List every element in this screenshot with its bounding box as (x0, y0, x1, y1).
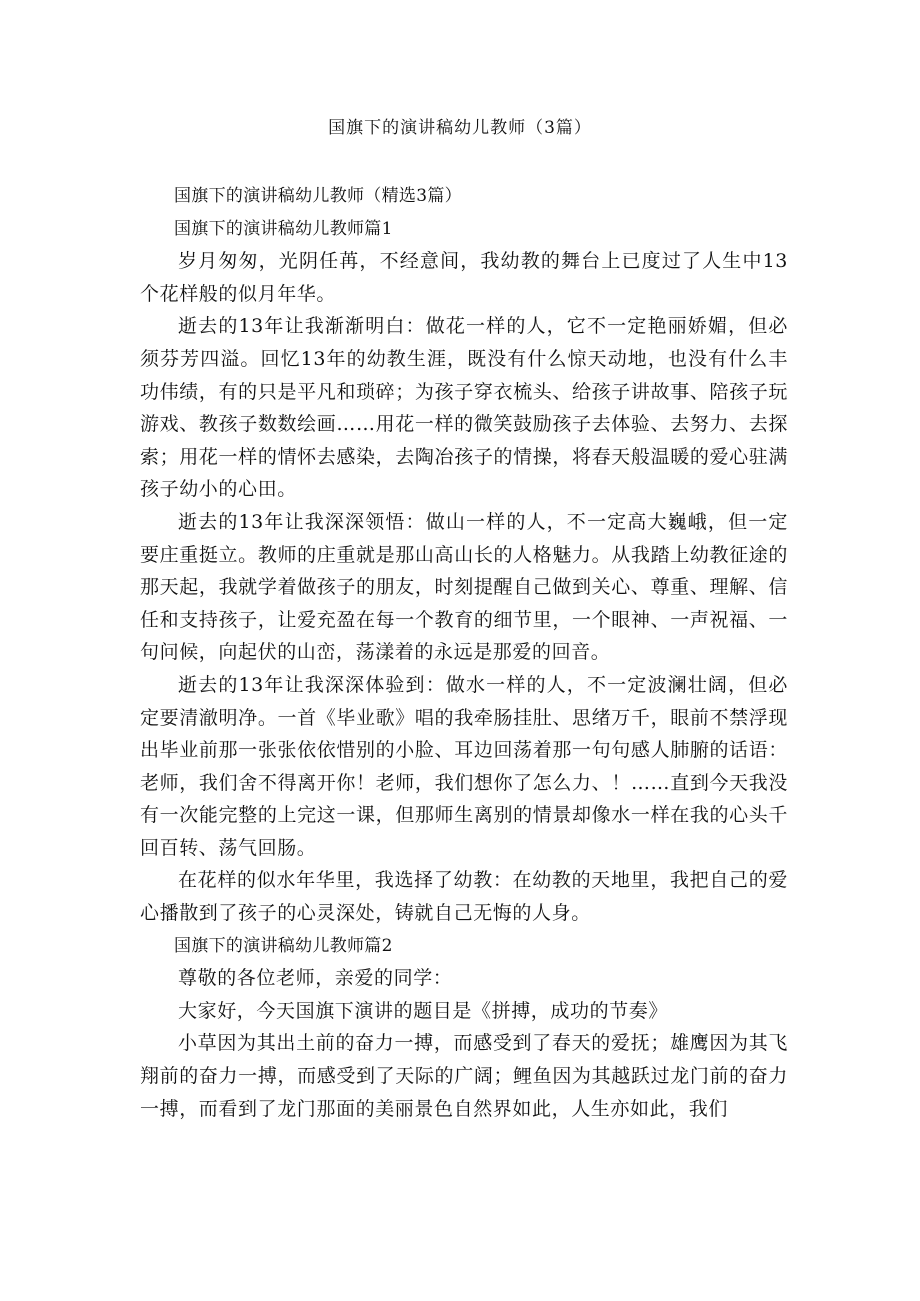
document-body (140, 180, 788, 1125)
body-paragraph: 大家好，今天国旗下演讲的题目是《拼搏，成功的节奏》 (178, 999, 669, 1022)
section-heading-2: 国旗下的演讲稿幼儿教师篇2 (174, 935, 393, 956)
body-paragraph: 逝去的13年让我深深领悟：做山一样的人，不一定高大巍峨，但一定要庄重挺立。教师的庄重就是那山高山长的人格魅力。从我踏上幼教征途的那天起，我就学着做孩子的朋友，时刻提醒自己做到关心、尊重、理解、信任和支持孩子，让爱充盈在每一个教育的细节里，一个眼神、一声祝福、一句问候，向起伏的山峦，荡漾着的永远是那爱的回音。 (140, 510, 788, 664)
body-paragraph: 逝去的13年让我渐渐明白：做花一样的人，它不一定艳丽娇媚，但必须芬芳四溢。回忆13年的幼教生涯，既没有什么惊天动地，也没有什么丰功伟绩，有的只是平凡和琐碎；为孩子穿衣梳头、给孩子讲故事、陪孩子玩游戏、教孩子数数绘画……用花一样的微笑鼓励孩子去体验、去努力、去探索；用花一样的情怀去感染，去陶冶孩子的情操，将春天般温暖的爱心驻满孩子幼小的心田。 (140, 315, 788, 501)
body-paragraph: 在花样的似水年华里，我选择了幼教：在幼教的天地里，我把自己的爱心播散到了孩子的心灵深处，铸就自己无悔的人身。 (140, 869, 788, 925)
body-paragraph: 逝去的13年让我深深体验到：做水一样的人，不一定波澜壮阔，但必定要清澈明净。一首《毕业歌》唱的我牵肠挂肚、思绪万千，眼前不禁浮现出毕业前那一张张依依惜别的小脸、耳边回荡着那一句句感人肺腑的话语：老师，我们舍不得离开你！老师，我们想你了怎么力、！……直到今天我没有一次能完整的上完这一课，但那师生离别的情景却像水一样在我的心头千回百转、荡气回肠。 (140, 673, 788, 859)
subtitle-paragraph: 国旗下的演讲稿幼儿教师（精选3篇） (174, 186, 462, 206)
body-paragraph: 小草因为其出土前的奋力一搏，而感受到了春天的爱抚；雄鹰因为其飞翔前的奋力一搏，而感受到了天际的广阔；鲤鱼因为其越跃过龙门前的奋力一搏，而看到了龙门那面的美丽景色自然界如此，人生亦如此，我们 (140, 1032, 788, 1120)
section-heading-1: 国旗下的演讲稿幼儿教师篇1 (174, 218, 393, 239)
body-paragraph: 岁月匆匆，光阴任苒，不经意间，我幼教的舞台上已度过了人生中13个花样般的似月年华。 (140, 250, 788, 305)
document-title: 国旗下的演讲稿幼儿教师（3篇） (328, 118, 592, 138)
greeting-paragraph: 尊敬的各位老师，亲爱的同学： (178, 967, 453, 990)
